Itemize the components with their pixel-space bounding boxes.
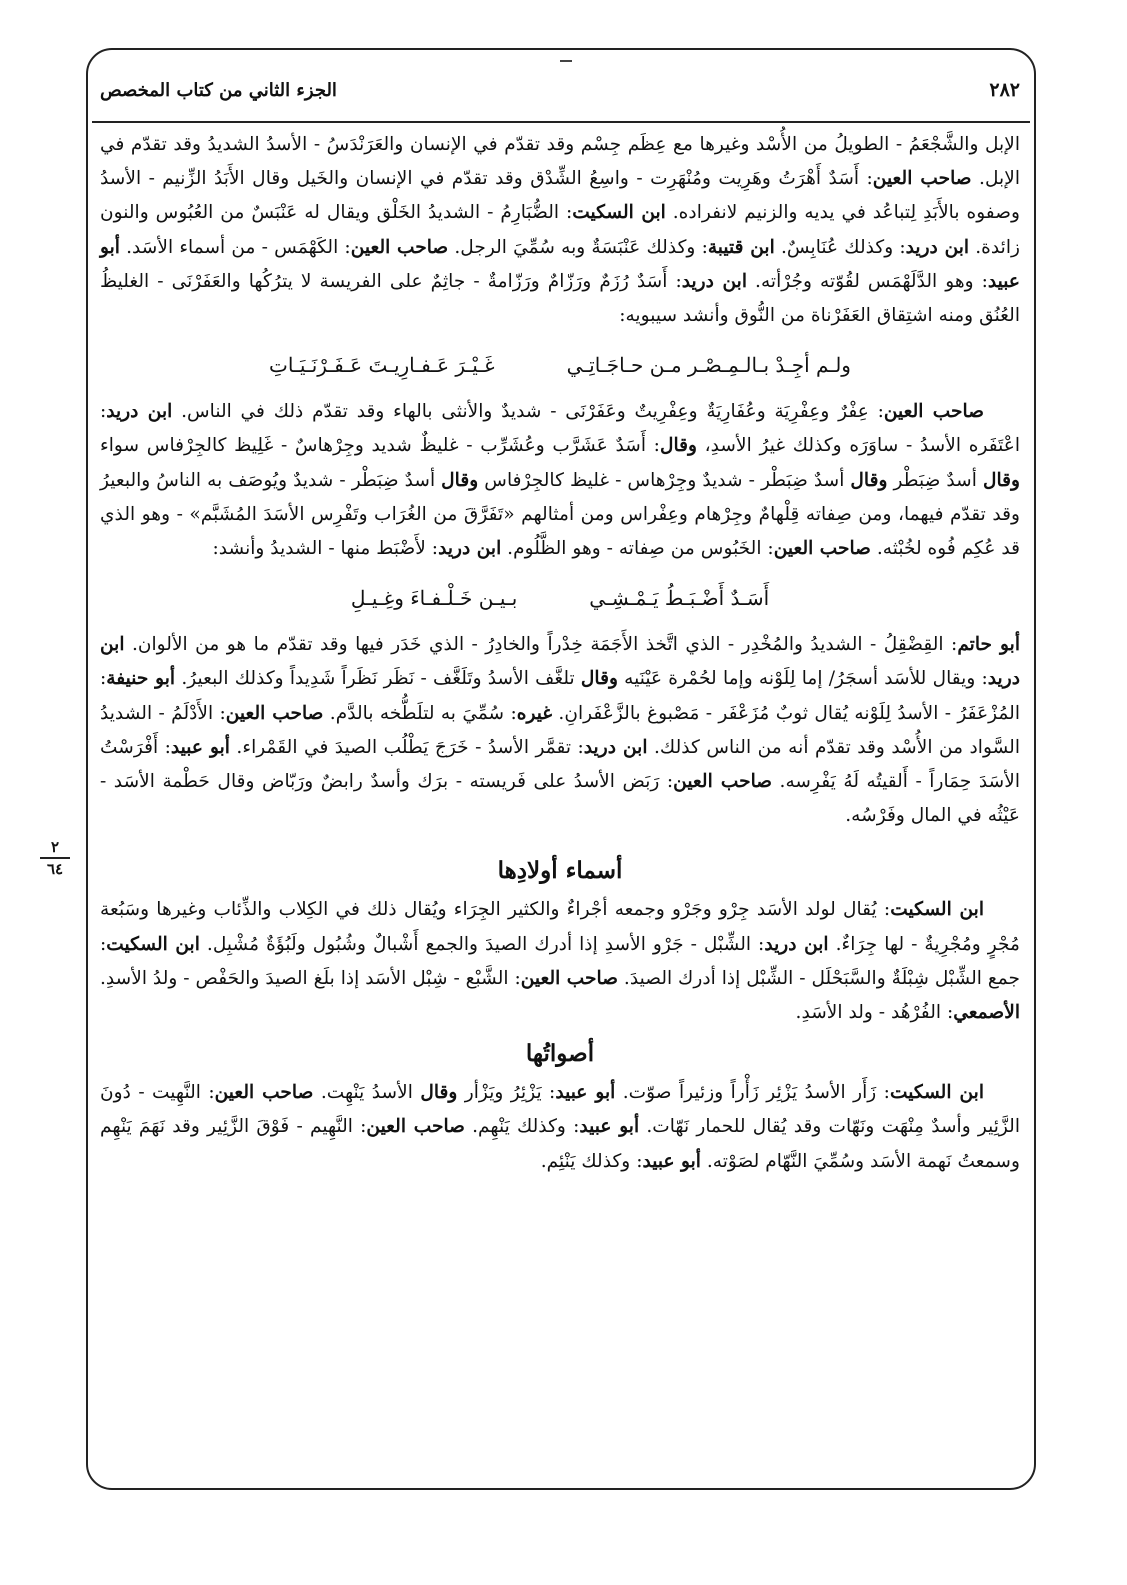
- page-header: [100, 70, 1020, 110]
- verse-hemistich-second: بـيـن خَـلْـفـاءَ وغِـيـلِ: [350, 586, 518, 611]
- paragraph: ابن السكيت: زَأَر الأسدُ يَزْئِر زَأْراً وزئيراً صوّت. أبو عبيد: يَزْئِرُ ويَزْأر وقال الأسدُ يَنْهِت. صاحب العين: النَّهِيت - دُونَ الزَّئِير وأسدٌ مِنْهَت ونَهّات وقد يُقال للحمار نَهّات. أبو عبيد: وكذلك يَنْهِم. صاحب العين: النَّهِيم - فَوْقَ الزَّئِير وقد نَهَمَ يَنْهِم وسمعتُ نَهمة الأسَد وسُمِّيَ النَّهّام لصَوْته. أبو عبيد: وكذلك يَنْئِم.: [100, 1082, 1021, 1172]
- margin-folio-note: [40, 838, 70, 878]
- section-heading: أسماء أولادِها: [497, 857, 623, 885]
- header-rule: [92, 121, 1030, 123]
- paragraph: ابن السكيت: يُقال لولد الأسَد جِرْو وجَرْو وجمعه أجْراءٌ والكثير الجِرَاء ويُقال ذلك في الكِلاب والذِّئاب وغيرها وسَبُعة مُجْرٍ ومُجْرِيةٌ - لها جِرَاءٌ. ابن دريد: الشِّبْل - جَرْو الأسدِ إذا أدرك الصيدَ والجمع أَشْبالٌ وشُبُول ولَبُؤَةٌ مُشْبِل. ابن السكيت: جمع الشِّبْل شِبْلَةٌ والسَّبَحْلَل - الشِّبْل إذا أدرك الصيدَ. صاحب العين: الشَّبْع - شِبْل الأسَد إذا بلَغ الصيدَ والحَفْص - ولدُ الأسدِ. الأصمعي: الفُرْهُد - ولد الأسَدِ.: [100, 899, 1021, 1024]
- page-number: ٢٨٢: [989, 79, 1020, 101]
- verse-hemistich-first: أَسَـدٌ أَضْـبَـطُ يَـمْـشِـي: [589, 586, 770, 611]
- margin-note-denominator: ٦٤: [46, 860, 64, 878]
- top-mark: [560, 60, 572, 62]
- verse-hemistich-first: ولـم أجِـدْ بـالـمِـصْـر مـن حـاجَـاتِـي: [566, 353, 851, 378]
- verse-line: [100, 580, 1020, 616]
- page-body: [100, 128, 1020, 1179]
- margin-note-bar: [40, 857, 70, 859]
- section-heading: أصواتُها: [525, 1040, 595, 1068]
- running-title: الجزء الثاني من كتاب المخصص: [100, 79, 337, 101]
- verse-line: [100, 347, 1020, 383]
- margin-note-numerator: ٢: [50, 838, 60, 856]
- paragraph: صاحب العين: عِفْرٌ وعِفْرِيَة وعُفَارِيَةٌ وعِفْرِيتٌ وعَفَرْنَى - شديدٌ والأنثى بالهاء وقد تقدّم ذلك في الناس. ابن دريد: اعْتَفَره الأسدُ - ساوَرَه وكذلك غيرُ الأسدِ، وقال: أَسَدٌ عَشَرَّب وعُشَرِّب - غليظٌ شديد وجِرْهاسٌ - غَلِيظ كالجِرْفاس سواء وقال أسدٌ ضِبَطْر وقال أسدٌ ضِبَطْر - شديدٌ وجِرْهاس - غليظ كالجِرْفاس وقال أسدٌ ضِبَطْر - شديدٌ ويُوصَف به الناسُ والبعيرُ وقد تقدّم فيهما، ومن صِفاته قِلْهامٌ وجِرْهام وعِفْراس ومن أمثالهم «تَفَرَّقَ من الغُرَاب وتَفْرِس الأسَدَ المُشَبَّم» - وهو الذي قد عُكِم فُوه لخُبْثه. صاحب العين: الخَبُوس من صِفاته - وهو الظَّلُوم. ابن دريد: لأَضْبَط منها - الشديدُ وأنشد:: [100, 401, 1021, 560]
- paragraph: أبو حاتم: القِضْقِلُ - الشديدُ والمُخْدِر - الذي اتَّخذ الأَجَمَة خِدْراً والخادِرُ - الذي خَدَر فيها وقد تقدّم ما هو من الألوان. ابن دريد: ويقال للأسَد أسجَرُ/ إما لِلَوْنه وإما لحُمْرة عَيْنَيه وقال تلغَّف الأسدُ وتَلَغَّف - نَظَر نَظَراً شَدِيداً وكذلك البعيرُ. أبو حنيفة: المُزْعَفَرُ - الأسدُ لِلَوْنه يُقال ثوبٌ مُزَعْفَر - مَصْبوغ بالزَّعْفَرانِ. غيره: سُمِّيَ به لتلَطُّخه بالدَّم. صاحب العين: الأَدْلَمُ - الشديدُ السَّواد من الأُسْد وقد تقدّم أنه من الناس كذلك. ابن دريد: تقمَّر الأسدُ - خَرَجَ يَطْلُب الصيدَ في القَمْراء. أبو عبيد: أَفْرَسْتُ الأسَدَ حِمَاراً - أَلقيتُه لَهُ يَفْرِسه. صاحب العين: رَبَض الأسدُ على فَريسته - برَك وأسدٌ رابضٌ ورَبّاض وقال حَطْمة الأسَد - عَيْثُه في المال وفَرْسُه.: [100, 634, 1021, 827]
- paragraph: الإبل والشَّجْعَمُ - الطويلُ من الأُسْد وغيرها مع عِظَم جِسْم وقد تقدّم في الإنسان والعَرَنْدَسُ - الأسدُ الشديدُ وقد تقدّم في الإبل. صاحب العين: أَسَدٌ أَهْرَتُ وهَرِيت ومُنْهَرِت - واسِعُ الشِّدْق وقد تقدّم في الإنسان والخَيل وقال الأَبَدُ الزِّنيم - الأسدُ وصفوه بالأَبَدِ لِتباعُد في يديه والزنيم لانفراده. ابن السكيت: الضُّبَارِمُ - الشديدُ الخَلْق ويقال له عَنْبَسٌ من العُبُوس والنون زائدة. ابن دريد: وكذلك عُنَابِسٌ. ابن قتيبة: وكذلك عَنْبَسَةٌ وبه سُمِّيَ الرجل. صاحب العين: الكَهْمَس - من أسماء الأسَد. أبو عبيد: وهو الدَّلَهْمَس لقُوّته وجُرْأته. ابن دريد: أَسَدٌ رُزَمٌ ورَزّامٌ ورَزّامةٌ - جاثِمٌ على الفريسة لا يترُكُها والعَفَرْنَى - الغليظُ العُنُق ومنه اشتِقاق العَفَرْناة من النُّوق وأنشد سيبويه:: [100, 134, 1020, 327]
- verse-hemistich-second: غَـيْـرَ عَـفـارِيـتَ عَـفَـرْنَـيَـاتِ: [269, 353, 495, 378]
